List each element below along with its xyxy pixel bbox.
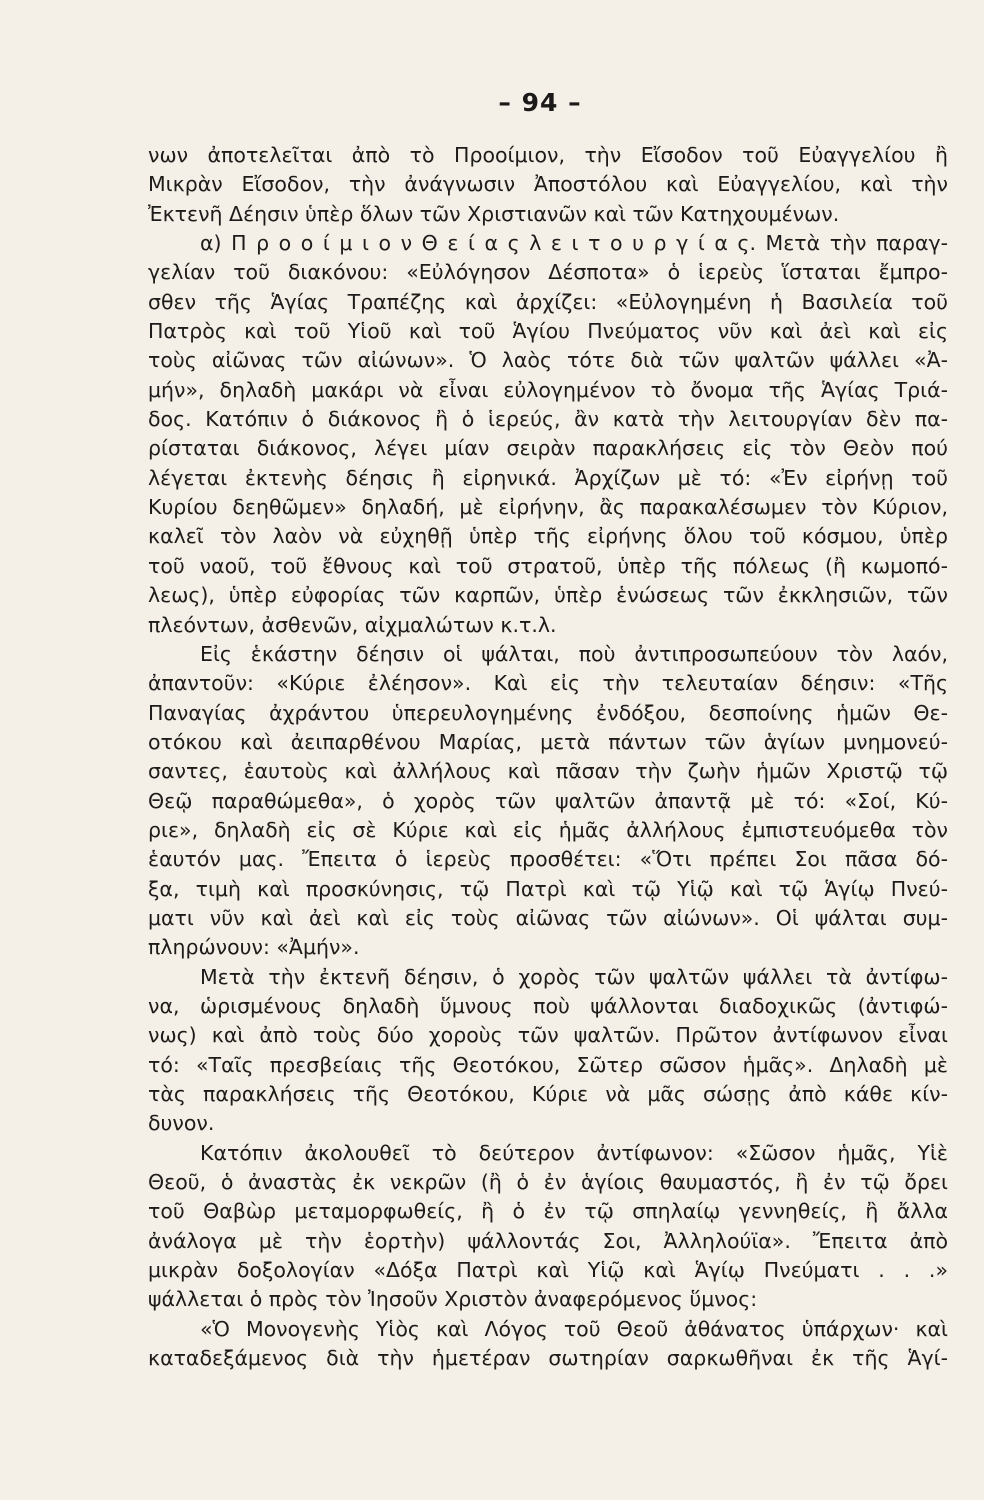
text-line: Ἐκτενῆ Δέησιν ὑπὲρ ὅλων τῶν Χριστιανῶν καὶ τῶν Κατηχουμένων.: [148, 201, 840, 226]
text-line: σαντες, ἑαυτοὺς καὶ ἀλλήλους καὶ πᾶσαν τὴν ζωὴν ἡμῶν Χριστῷ τῷ: [148, 759, 948, 784]
page-number: – 94 –: [498, 88, 582, 117]
text-line: μήν», δηλαδὴ μακάρι νὰ εἶναι εὐλογημένον τὸ ὄνομα τῆς Ἁγίας Τριά-: [148, 377, 948, 402]
text-line: ψάλλεται ὁ πρὸς τὸν Ἰησοῦν Χριστὸν ἀναφερόμενος ὕμνος:: [148, 1287, 758, 1312]
text-line: νως) καὶ ἀπὸ τοὺς δύο χοροὺς τῶν ψαλτῶν. Πρῶτον ἀντίφωνον εἶναι: [148, 1023, 948, 1048]
text-line: ξα, τιμὴ καὶ προσκύνησις, τῷ Πατρὶ καὶ τῷ Υἱῷ καὶ τῷ Ἁγίῳ Πνεύ-: [148, 876, 948, 901]
text-line: ἑαυτόν μας. Ἔπειτα ὁ ἱερεὺς προσθέτει: «Ὅτι πρέπει Σοι πᾶσα δό-: [148, 847, 948, 872]
text-line: καταδεξάμενος διὰ τὴν ἡμετέραν σωτηρίαν σαρκωθῆναι ἐκ τῆς Ἁγί-: [148, 1346, 948, 1371]
body-text: [148, 141, 948, 1373]
text-line: Μικρὰν Εἴσοδον, τὴν ἀνάγνωσιν Ἀποστόλου καὶ Εὐαγγελίου, καὶ τὴν: [148, 172, 948, 197]
text-line: ματι νῦν καὶ ἀεὶ καὶ εἰς τοὺς αἰῶνας τῶν αἰώνων». Οἱ ψάλται συμ-: [148, 905, 948, 930]
text-line: Θεοῦ, ὁ ἀναστὰς ἐκ νεκρῶν (ἢ ὁ ἐν ἁγίοις θαυμαστός, ἢ ἐν τῷ ὄρει: [148, 1170, 948, 1195]
text-line: λέγεται ἐκτενὴς δέησις ἢ εἰρηνικά. Ἀρχίζων μὲ τό: «Ἐν εἰρήνῃ τοῦ: [148, 465, 948, 490]
text-line: λεως), ὑπὲρ εὐφορίας τῶν καρπῶν, ὑπὲρ ἑνώσεως τῶν ἐκκλησιῶν, τῶν: [148, 583, 948, 608]
text-line: Εἰς ἑκάστην δέησιν οἱ ψάλται, ποὺ ἀντιπροσωπεύουν τὸν λαόν,: [200, 641, 948, 666]
text-line: δυνον.: [148, 1111, 215, 1136]
text-line: «Ὁ Μονογενὴς Υἱὸς καὶ Λόγος τοῦ Θεοῦ ἀθάνατος ὑπάρχων· καὶ: [200, 1316, 948, 1341]
text-line: να, ὡρισμένους δηλαδὴ ὕμνους ποὺ ψάλλονται διαδοχικῶς (ἀντιφώ-: [148, 993, 948, 1018]
text-line: Θεῷ παραθώμεθα», ὁ χορὸς τῶν ψαλτῶν ἀπαντᾷ μὲ τό: «Σοί, Κύ-: [148, 788, 948, 813]
text-line: τὰς παρακλήσεις τῆς Θεοτόκου, Κύριε νὰ μᾶς σώσῃς ἀπὸ κάθε κίν-: [148, 1082, 948, 1106]
text-line: ριε», δηλαδὴ εἰς σὲ Κύριε καὶ εἰς ἡμᾶς ἀλλήλους ἐμπιστευόμεθα τὸν: [148, 817, 948, 842]
text-line: πλεόντων, ἀσθενῶν, αἰχμαλώτων κ.τ.λ.: [148, 612, 557, 637]
text-line: ἀπαντοῦν: «Κύριε ἐλέησον». Καὶ εἰς τὴν τελευταίαν δέησιν: «Τῆς: [148, 671, 948, 696]
text-line: τοῦ ναοῦ, τοῦ ἔθνους καὶ τοῦ στρατοῦ, ὑπὲρ τῆς πόλεως (ἢ κωμοπό-: [148, 553, 948, 578]
text-line: Πατρὸς καὶ τοῦ Υἱοῦ καὶ τοῦ Ἁγίου Πνεύματος νῦν καὶ ἀεὶ καὶ εἰς: [148, 319, 948, 344]
text-line: πληρώνουν: «Ἀμήν».: [148, 935, 360, 960]
text-line: οτόκου καὶ ἀειπαρθένου Μαρίας, μετὰ πάντων τῶν ἁγίων μνημονεύ-: [148, 729, 948, 754]
text-line: σθεν τῆς Ἁγίας Τραπέζης καὶ ἀρχίζει: «Εὐλογημένη ἡ Βασιλεία τοῦ: [148, 289, 948, 314]
text-line: ἀνάλογα μὲ τὴν ἑορτὴν) ψάλλοντάς Σοι, Ἀλληλούϊα». Ἔπειτα ἀπὸ: [148, 1228, 948, 1253]
text-line: τό: «Ταῖς πρεσβείαις τῆς Θεοτόκου, Σῶτερ σῶσον ἡμᾶς». Δηλαδὴ μὲ: [148, 1052, 948, 1077]
text-line: Μετὰ τὴν ἐκτενῆ δέησιν, ὁ χορὸς τῶν ψαλτῶν ψάλλει τὰ ἀντίφω-: [200, 964, 948, 989]
text-line: νων ἀποτελεῖται ἀπὸ τὸ Προοίμιον, τὴν Εἴσοδον τοῦ Εὐαγγελίου ἢ: [148, 143, 948, 167]
text-line: γελίαν τοῦ διακόνου: «Εὐλόγησον Δέσποτα» ὁ ἱερεὺς ἵσταται ἔμπρο-: [148, 260, 948, 285]
text-line: καλεῖ τὸν λαὸν νὰ εὐχηθῇ ὑπὲρ τῆς εἰρήνης ὅλου τοῦ κόσμου, ὑπὲρ: [148, 524, 948, 549]
text-line: α) Π ρ ο ο ί μ ι ο ν Θ ε ί α ς λ ε ι τ ο υ ρ γ ί α ς. Μετὰ τὴν παραγ-: [200, 231, 948, 256]
text-line: ρίσταται διάκονος, λέγει μίαν σειρὰν παρακλήσεις εἰς τὸν Θεὸν πού: [148, 436, 948, 461]
text-line: Κυρίου δεηθῶμεν» δηλαδή, μὲ εἰρήνην, ἂς παρακαλέσωμεν τὸν Κύριον,: [148, 495, 948, 520]
text-line: δος. Κατόπιν ὁ διάκονος ἢ ὁ ἱερεύς, ἂν κατὰ τὴν λειτουργίαν δὲν πα-: [148, 407, 948, 432]
text-line: Παναγίας ἀχράντου ὑπερευλογημένης ἐνδόξου, δεσποίνης ἡμῶν Θε-: [148, 700, 948, 725]
text-line: τοὺς αἰῶνας τῶν αἰώνων». Ὁ λαὸς τότε διὰ τῶν ψαλτῶν ψάλλει «Ἀ-: [148, 348, 948, 373]
text-line: μικρὰν δοξολογίαν «Δόξα Πατρὶ καὶ Υἱῷ καὶ Ἁγίῳ Πνεύματι . . .»: [148, 1258, 948, 1283]
text-line: Κατόπιν ἀκολουθεῖ τὸ δεύτερον ἀντίφωνον: «Σῶσον ἡμᾶς, Υἱὲ: [200, 1140, 948, 1165]
text-line: τοῦ Θαβὼρ μεταμορφωθείς, ἢ ὁ ἐν τῷ σπηλαίῳ γεννηθείς, ἢ ἄλλα: [148, 1199, 948, 1224]
